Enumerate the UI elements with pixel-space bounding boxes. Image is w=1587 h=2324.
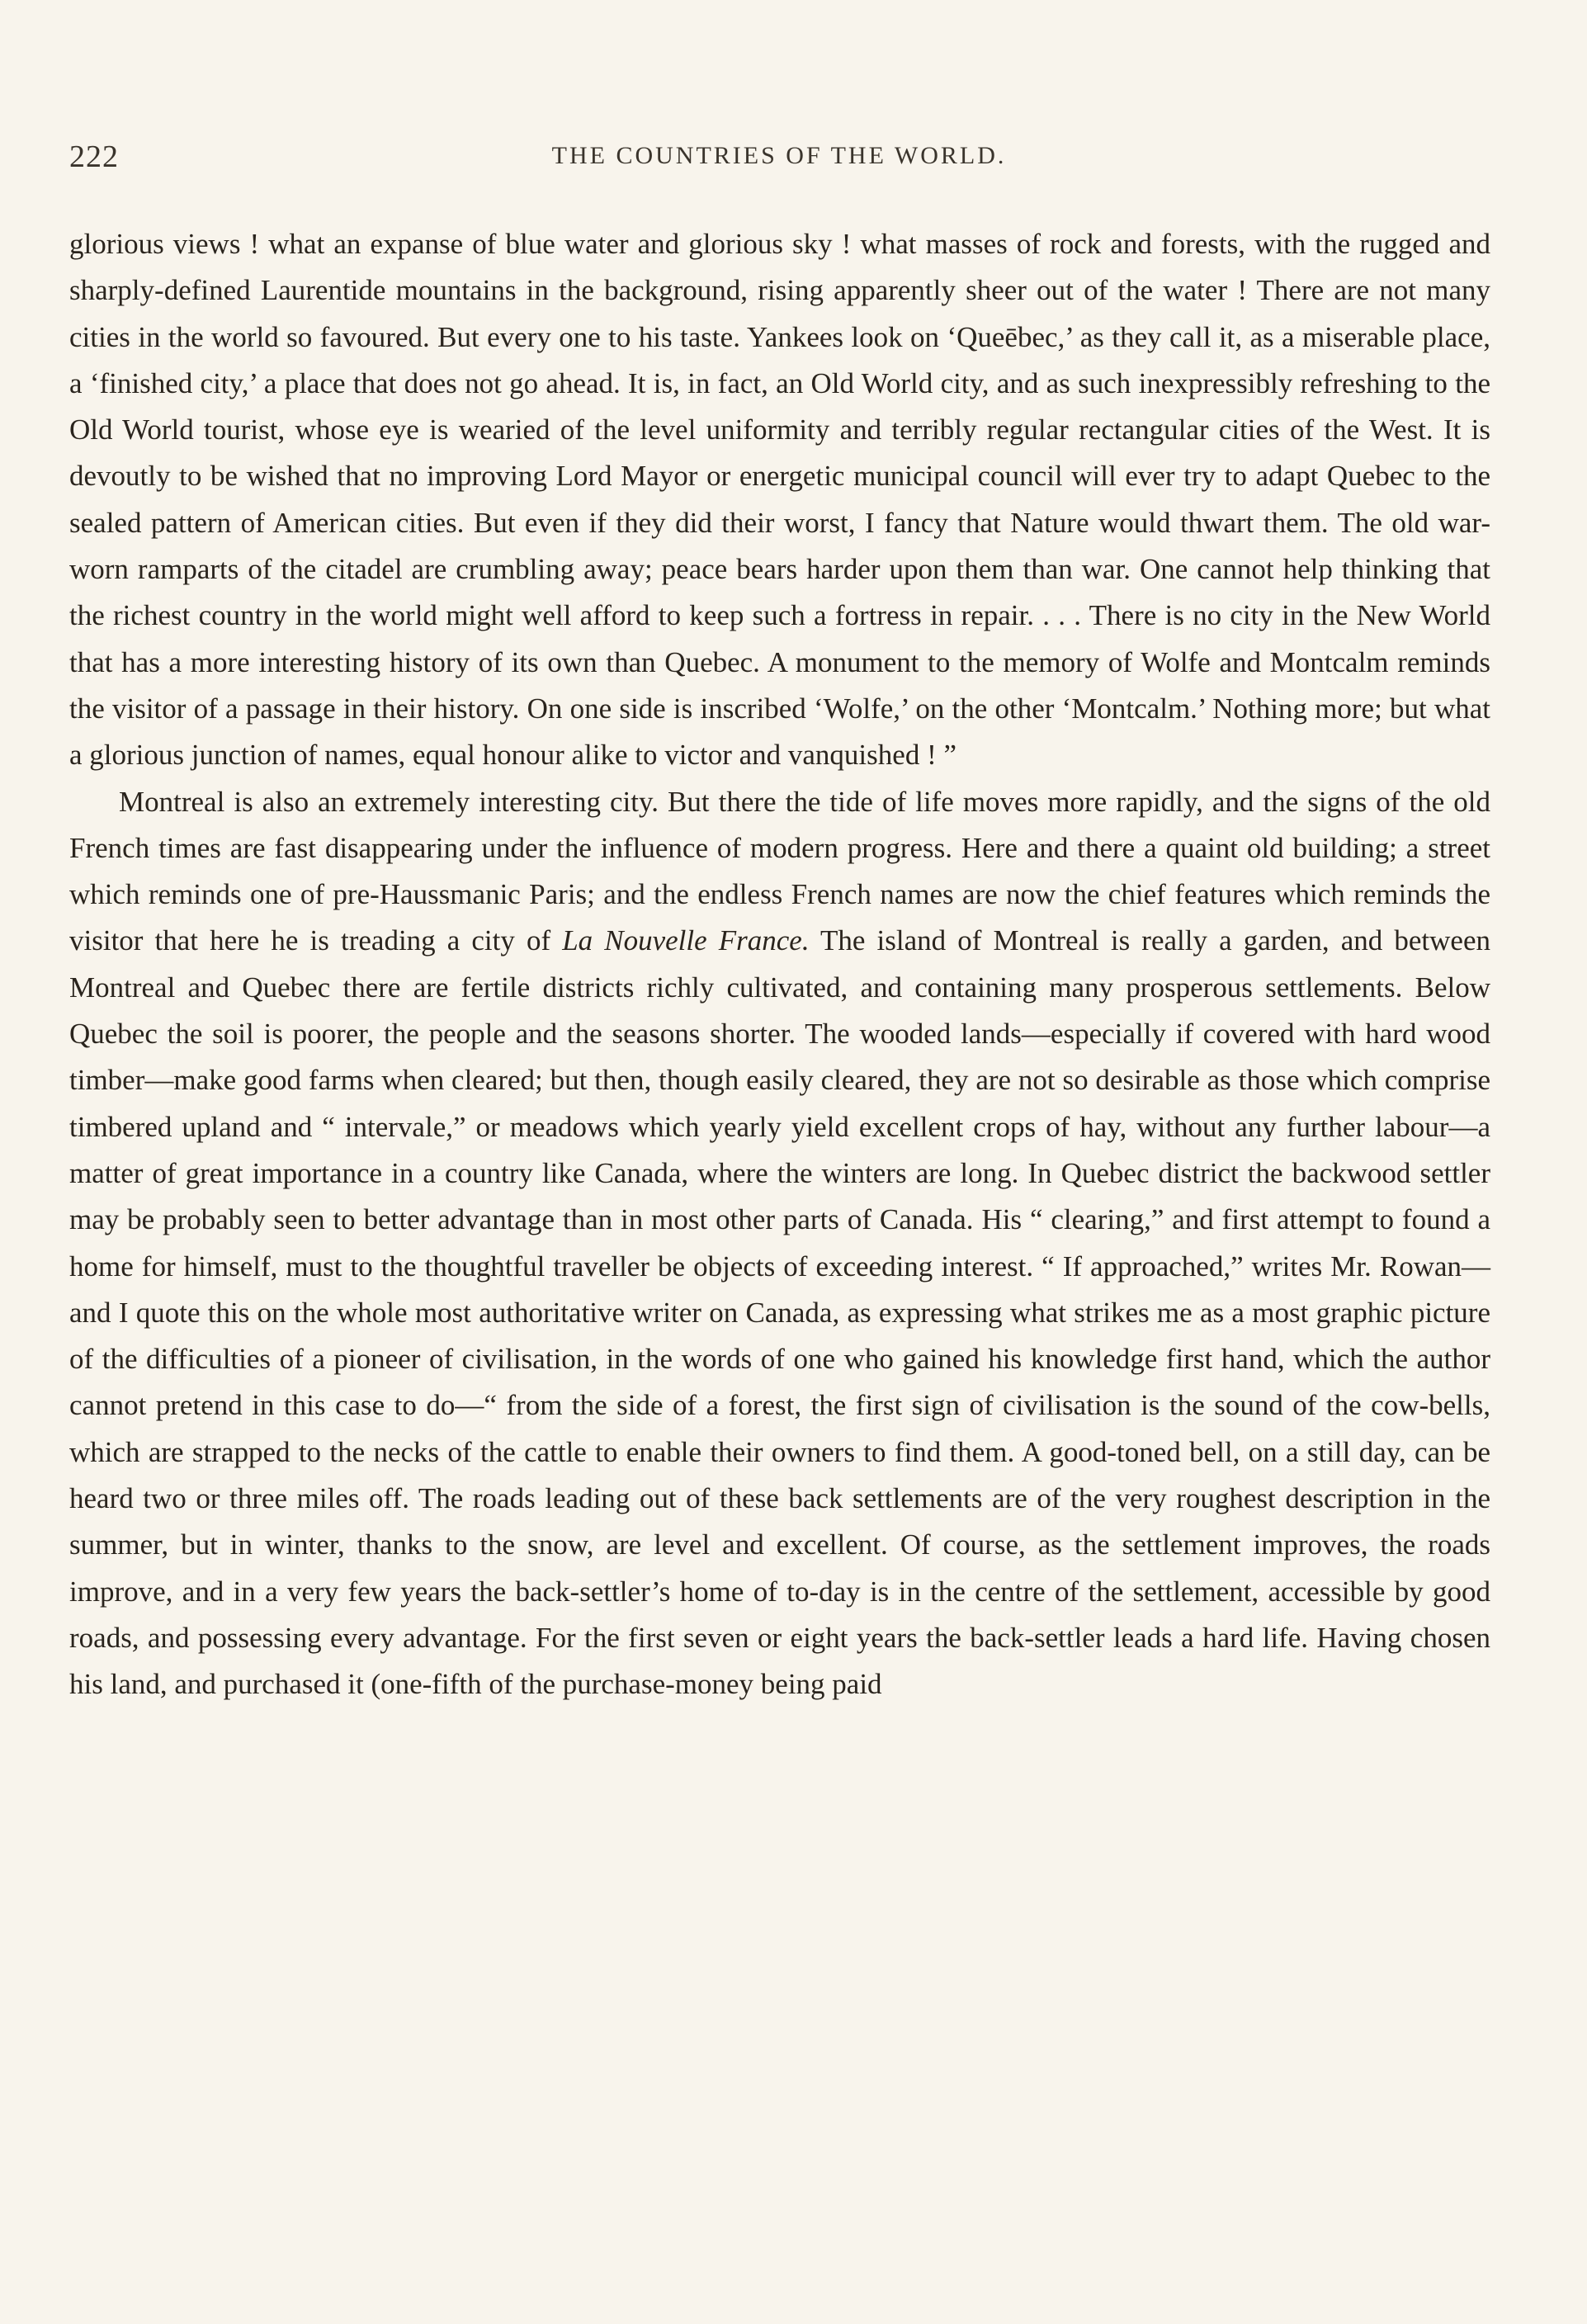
paragraph-montreal-text-end: The island of Montreal is really a garden, and between Montreal and Quebec there are fertile districts richly cultivated, and containing many prosperous settlements. Below Quebec the soil is poorer, the people and the seasons shorter. The wooded lands—especially if covered with hard wood timber—make good farms when cleared; but then, though easily cleared, they are not so desirable as those which comprise timbered upland and “ intervale,” or meadows which yearly yield excellent crops of hay, without any further labour—a matter of great importance in a country like Canada, where the winters are long. In Quebec district the backwood settler may be probably seen to better advantage than in most other parts of Canada. His “ clearing,” and first attempt to found a home for himself, must to the thoughtful traveller be objects of exceeding interest. “ If approached,” writes Mr. Rowan—and I quote this on the whole most authoritative writer on Canada, as expressing what strikes me as a most graphic picture of the difficulties of a pioneer of civilisation, in the words of one who gained his knowledge first hand, which the author cannot pretend in this case to do—“ from the side of a forest, the first sign of civilisation is the sound of the cow-bells, which are strapped to the necks of the cattle to enable their owners to find them. A good-toned bell, on a still day, can be heard two or three miles off. The roads leading out of these back settlements are of the very roughest description in the summer, but in winter, thanks to the snow, are level and excellent. Of course, as the settlement improves, the roads improve, and in a very few years the back-settler’s home of to-day is in the centre of the settlement, accessible by good roads, and possessing every advantage. For the first seven or eight years the back-settler leads a hard life. Having chosen his land, and purchased it (one-fifth of the purchase-money being paid [69, 924, 1490, 1701]
running-head [69, 139, 1489, 178]
page-number: 222 [69, 139, 119, 174]
italic-la-nouvelle-france: La Nouvelle France. [562, 924, 810, 957]
paragraph-montreal-text-start: Montreal is also an extremely interesting city. But there the tide of life moves more rapidly, and the signs of the old French times are fast disappearing under the influence of modern progress. Here and there a quaint old building; a street which reminds one of pre-Haussmanic Paris; and the endless French names are now the chief features which reminds the visitor that here he is treading a city of [69, 785, 1490, 957]
running-title: THE COUNTRIES OF THE WORLD. [551, 142, 1007, 169]
paragraph-continuation: glorious views ! what an expanse of blue water and glorious sky ! what masses of rock and forests, with the rugged and sharply-defined Laurentide mountains in the background, rising apparently sheer out of the water ! There are not many cities in the world so favoured. But every one to his taste. Yankees look on ‘Queēbec,’ as they call it, as a miserable place, a ‘finished city,’ a place that does not go ahead. It is, in fact, an Old World city, and as such inexpressibly refreshing to the Old World tourist, whose eye is wearied of the level uniformity and terribly regular rectangular cities of the West. It is devoutly to be wished that no improving Lord Mayor or energetic municipal council will ever try to adapt Quebec to the sealed pattern of American cities. But even if they did their worst, I fancy that Nature would thwart them. The old war-worn ramparts of the citadel are crumbling away; peace bears harder upon them than war. One cannot help thinking that the richest country in the world might well afford to keep such a fortress in repair. . . . There is no city in the New World that has a more interesting history of its own than Quebec. A monument to the memory of Wolfe and Montcalm reminds the visitor of a passage in their history. On one side is inscribed ‘Wolfe,’ on the other ‘Montcalm.’ Nothing more; but what a glorious junction of names, equal honour alike to victor and vanquished ! ” [69, 228, 1490, 772]
paragraph-montreal [69, 779, 1490, 1708]
body-text [69, 221, 1490, 1708]
